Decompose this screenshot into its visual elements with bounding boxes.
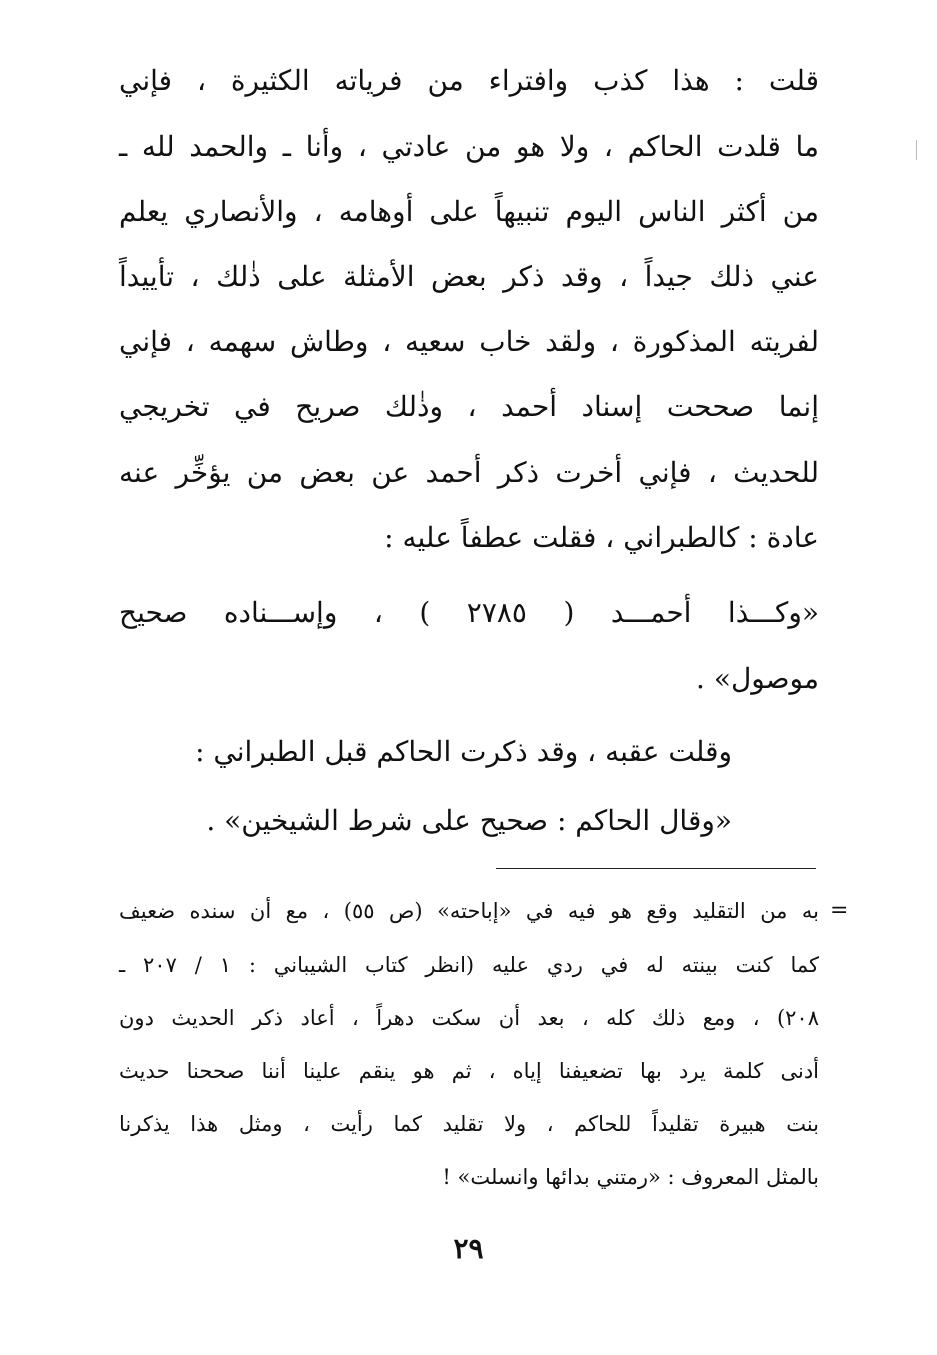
footnote-separator <box>496 868 816 869</box>
footnote-line: كما كنت بينته له في ردي عليه (انظر كتاب الشيباني : ١ / ٢٠٧ ـ <box>119 953 819 977</box>
body-line: وقلت عقبه ، وقد ذكرت الحاكم قبل الطبراني : <box>195 735 732 768</box>
body-line: لفريته المذكورة ، ولقد خاب سعيه ، وطاش سهمه ، فإني <box>119 325 819 358</box>
quoted-text-line: «وقال الحاكم : صحيح على شرط الشيخين» . <box>206 804 732 837</box>
quoted-text-line: موصول» . <box>696 662 819 695</box>
page-number: ٢٩ <box>453 1232 484 1265</box>
body-line: إنما صححت إسناد أحمد ، وذٰلك صريح في تخريجي <box>119 390 819 423</box>
body-line: ما قلدت الحاكم ، ولا هو من عادتي ، وأنا ـ والحمد لله ـ <box>119 130 819 163</box>
footnote-continuation-marker: = <box>830 898 849 923</box>
body-line: من أكثر الناس اليوم تنبيهاً على أوهامه ، والأنصاري يعلم <box>119 195 819 228</box>
body-line: عادة : كالطبراني ، فقلت عطفاً عليه : <box>384 521 819 554</box>
scan-artifact <box>916 140 917 160</box>
quoted-text-line: «وكـــذا أحمـــد ( ٢٧٨٥ ) ، وإســـناده صحيح <box>119 596 819 629</box>
body-line: للحديث ، فإني أخرت ذكر أحمد عن بعض من يؤخِّر عنه <box>119 456 819 489</box>
body-line: عني ذلك جيداً ، وقد ذكر بعض الأمثلة على ذٰلك ، تأييداً <box>119 260 819 293</box>
footnote-line: به من التقليد وقع هو فيه في «إباحته» (ص ٥٥) ، مع أن سنده ضعيف <box>119 899 820 923</box>
footnote-line: ٢٠٨) ، ومع ذلك كله ، بعد أن سكت دهراً ، أعاد ذكر الحديث دون <box>119 1006 819 1030</box>
body-line: قلت : هذا كذب وافتراء من فرياته الكثيرة ، فإني <box>119 64 819 97</box>
footnote-line: أدنى كلمة يرد بها تضعيفنا إياه ، ثم هو ينقم علينا أننا صححنا حديث <box>119 1059 819 1083</box>
footnote-line: بالمثل المعروف : «رمتني بدائها وانسلت» ! <box>442 1165 819 1189</box>
footnote-line: بنت هبيرة تقليداً للحاكم ، ولا تقليد كما رأيت ، ومثل هذا يذكرنا <box>119 1112 819 1136</box>
